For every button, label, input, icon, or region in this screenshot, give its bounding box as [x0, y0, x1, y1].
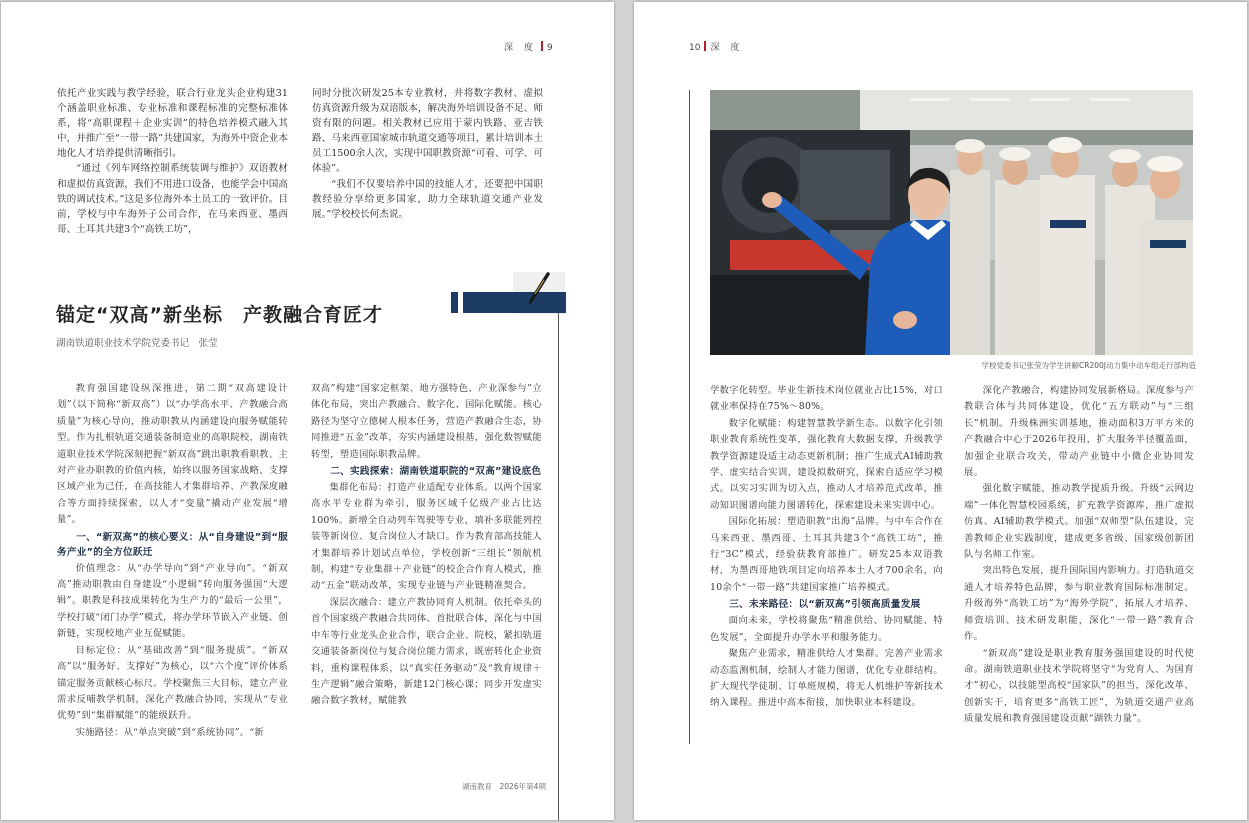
paragraph: 突出特色发展，提升国际国内影响力。打造轨道交通人才培养特色品牌，参与职业教育国际标准制定。升级海外“高铁工坊”为“海外学院”，拓展人才培养、师资培训、技术研发职能，深化“一带一路”教育合作。	[964, 565, 1194, 643]
photo-illustration	[710, 90, 1193, 355]
body-column-1	[57, 381, 288, 741]
paragraph: 国际化拓展：塑造职教“出海”品牌。与中车合作在马来西亚、墨西哥、土耳其共建3个“高铁工坊”，推行“3C”模式，经验获教育部推广。研发25本双语教材，为墨西哥地铁项目定向培养本土人才700余名，向10余个“一带一路”共建国家推广培养模式。	[710, 516, 943, 593]
article-photo	[710, 90, 1193, 355]
paragraph: 教育强国建设纵深推进，第二期“双高建设计划”（以下简称“新双高”）以“办学高水平、产教融合高质量”为核心导向，推动职教从内涵建设向服务赋能转型。作为扎根轨道交通装备制造业的高职院校，湖南铁道职业技术学院深刻把握“新双高”跳出职教看职教、主对产业办职教的价值内核，始终以服务国家战略、支撑区域产业为己任，在高技能人才集群培养、产教深度融合等方面持续探索，以人才“变量”撬动产业发展“增量”。	[57, 383, 288, 526]
paragraph: 依托产业实践与教学经验，联合行业龙头企业构建31个涵盖职业标准、专业标准和课程标准的完整标准体系，将“高职课程＋企业实训”的特色培养模式融入其中，并推广至“一带一路”共建国家，为海外中资企业本地化人才培养提供清晰指引。	[57, 88, 288, 160]
body-column-2	[311, 381, 542, 710]
photo-caption: 学校党委书记张莹为学生讲解CR200J动力集中动车组走行部构造	[981, 361, 1196, 370]
page-footer: 湖南教育 2026年第4期	[462, 782, 546, 791]
title-decoration	[451, 268, 566, 314]
header-title: 深 度	[710, 43, 744, 53]
page-number: 10	[689, 43, 701, 53]
right-page	[634, 2, 1247, 820]
paragraph: 同时分批次研发25本专业教材，并将数字教材、虚拟仿真资源升级为双语版本，解决海外培训设备不足、师资有限的问题。相关教材已应用于蒙内铁路、亚吉铁路、马来西亚国家城市轨道交通等项目，累计培训本土员工1500余人次，实现中国职教资源“可看、可学、可体验”。	[312, 88, 543, 175]
paragraph: “新双高”建设是职业教育服务强国建设的时代使命。湖南铁道职业技术学院将坚守“为党育人、为国育才”初心，以技能型高校“国家队”的担当，深化改革、创新实干，培育更多“高铁工匠”，为轨道交通产业高质量发展和教育强国建设贡献“湖铁力量”。	[964, 647, 1194, 725]
paragraph: 数字化赋能：构建智慧教学新生态。以数字化引领职业教育系统性变革，强化教育大数据支撑，升级教学教学资源建设适主动态更新机制；推广生成式AI辅助教学、虚实结合实训，建设拟数研究，探索自适应学习模式。以实习实训为切入点，推动人才培养范式改革，推动知识图谱向能力图谱转化，探索建设未来实训中心。	[710, 417, 943, 511]
title-banner	[463, 292, 566, 313]
paragraph: 面向未来，学校将聚焦“精准供给、协同赋能、特色发展”，全面提升办学水平和服务能力。	[710, 615, 943, 643]
paragraph: 深层次融合：建立产教协同育人机制。依托牵头的首个国家级产教融合共同体、首批联合体，深化与中国中车等行业龙头企业合作，联合企业、院校，紧扣轨道交通装备新岗位与复合岗位能力需求，既密转化企业资料，重构课程体系，以“真实任务驱动”及“教育规律＋生产逻辑”融合策略，新建12门核心课；同步开发虚实融合数字教材，赋能教	[311, 596, 542, 707]
header-divider	[704, 41, 706, 51]
header-divider	[541, 41, 543, 51]
paragraph: 价值理念：从“办学导向”到“产业导向”。“新双高”推动职教由自身建设“小逻辑”转向服务强国“大逻辑”。职教是科技成果转化为生产力的“最后一公里”，学校打破“闭门办学”模式，将办学环节嵌入产业链、创新链，实现校地产业互促赋能。	[57, 562, 288, 640]
section-heading: 二、实践探索：湖南铁道职院的“双高”建设底色	[330, 466, 542, 478]
top-column-2	[312, 86, 543, 222]
section-heading: 三、未来路径：以“新双高”引领高质量发展	[729, 599, 921, 611]
paragraph: 集群化布局：打造产业适配专业体系。以两个国家高水平专业群为牵引，服务区域千亿级产业占比达100%。新增全自动列车驾驶等专业，填补多联能列控装等新岗位、复合岗位人才缺口。作为教育部高技能人才集群培养计划试点单位，学校创新“三组长”领航机制，构建“专业集群＋产业链”的校企合作育人模式，推动“五金”联动改革，实现专业链与产业链精准契合。	[311, 482, 542, 592]
paragraph: 双高”构建“国家定框架、地方强特色、产业深参与”立体化布局，突出产教融合、数字化、国际化赋能。核心路径为坚守立德树人根本任务，营造产教融合生态，协同推进“五金”改革，夯实内涵建设根基，强化数智赋能转型，塑造国际职教品牌。	[311, 383, 542, 460]
title-rule	[558, 313, 559, 820]
body-column-3	[710, 383, 943, 712]
paragraph: 学数字化转型。毕业生新技术岗位就业占比15%，对口就业率保持在75%～80%。	[710, 385, 943, 413]
right-page-header	[689, 40, 743, 53]
top-column-1	[57, 86, 288, 237]
left-page	[1, 2, 614, 820]
left-page-header	[504, 40, 553, 53]
section-heading: 一、“新双高”的核心要义：从“自身建设”到“服务产业”的全方位跃迁	[57, 531, 288, 558]
header-title: 深 度	[504, 43, 537, 53]
author-byline: 湖南铁道职业技术学院党委书记 张莹	[56, 338, 218, 349]
paragraph: 目标定位：从“基础改善”到“服务提质”。“新双高”以“服务好、支撑好”为核心，以“六个度”评价体系锚定服务贡献核心标尺。学校聚焦三大目标，建立产业需求反哺教学机制，深化产教融合协同，实现从“专业优势”到“集群赋能”的能级跃升。	[57, 644, 288, 722]
body-column-4	[964, 383, 1194, 728]
paragraph: 深化产教融合，构建协同发展新格局。深度参与产教联合体与共同体建设，优化“五方联动”与“三组长”机制。升级株洲实训基地，推动面积3万平方米的产教融合中心于2026年投用，扩大服务半径覆盖面，加强企业联合攻关，带动产业链中小微企业协同发展。	[964, 385, 1194, 479]
paragraph: “我们不仅要培养中国的技能人才，还要把中国职教经验分享给更多国家，助力全球轨道交通产业发展。”学校校长何杰说。	[312, 178, 543, 220]
margin-rule	[689, 90, 690, 744]
paragraph: 实施路径：从“单点突破”到“系统协同”。“新	[75, 726, 265, 738]
paragraph: 强化数字赋能，推动教学提质升级。升级“云网边端”一体化智慧校园系统，扩充教学资源库，推广虚拟仿真、AI辅助教学模式。加强“双师型”队伍建设，完善教师企业实践制度，建成更多省级、国家级创新团队与名师工作室。	[964, 483, 1194, 561]
paragraph: 聚焦产业需求，精准供给人才集群。完善产业需求动态监测机制，绘制人才能力图谱，优化专业群结构。扩大现代学徒制、订单班规模，将无人机维护等新技术纳入课程。推进中高本衔接，加快职业本科建设。	[710, 648, 943, 709]
title-accent-bar	[451, 292, 458, 313]
paragraph: “通过《列车网络控制系统装调与维护》双语教材和虚拟仿真资源，我们不用进口设备，也能学会中国高铁的调试技术。”这是多位海外本土员工的一致评价。目前，学校与中车海外子公司合作，在马来西亚、墨西哥、土耳其共建3个“高铁工坊”，	[57, 163, 288, 235]
page-number: 9	[546, 43, 553, 53]
article-title: 锚定“双高”新坐标 产教融合育匠才	[56, 304, 383, 326]
